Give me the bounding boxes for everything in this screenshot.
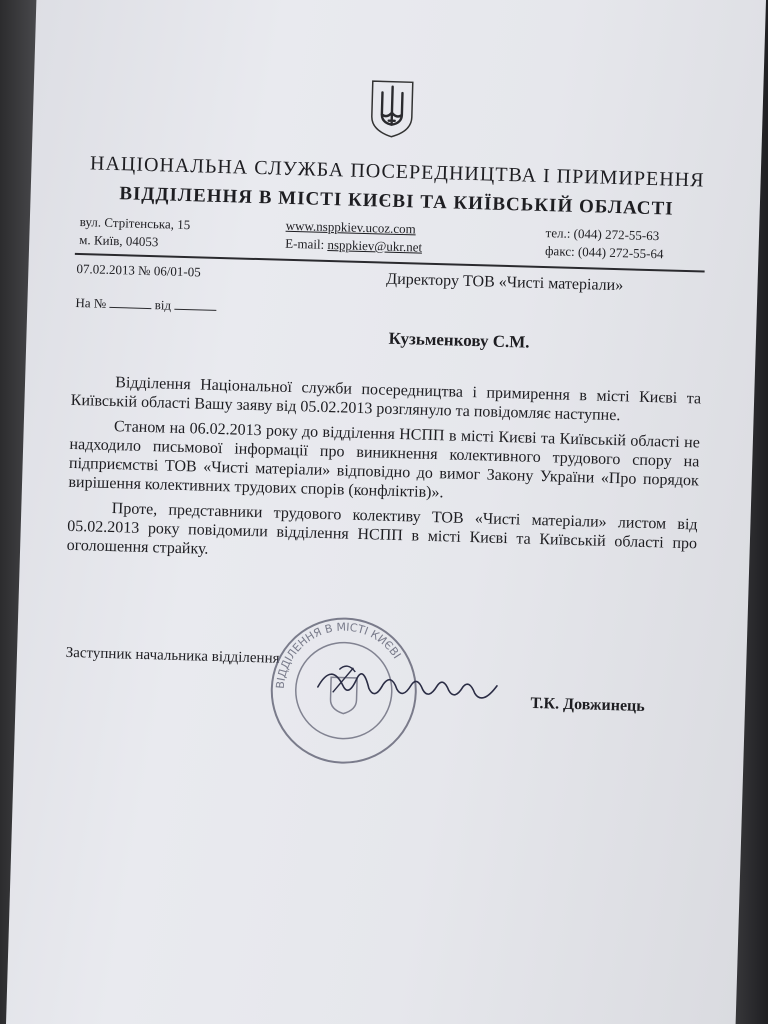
fax-number: факс: (044) 272-55-64 [544,243,664,262]
incoming-date-blank [174,297,216,311]
stamp-text: ВІДДІЛЕННЯ В МІСТІ КИЄВІ [273,620,404,690]
phone-number: тел.: (044) 272-55-63 [545,225,660,244]
body-paragraph-2: Станом на 06.02.2013 року до відділення НСПП в місті Києві та Київській області не надходило письмової інформації про виникнення колективного трудового спору на підприємстві ТОВ «Чисті матеріали» відповідно до вимог Закону України «Про порядок вирішення колективних трудових спорів (конфліктів)». [68,418,701,502]
organization-name: НАЦІОНАЛЬНА СЛУЖБА ПОСЕРЕДНИЦТВА І ПРИМИРЕННЯ [89,152,705,192]
body-paragraph-1: Відділення Національної служби посередництва і примирення в місті Києві та Київській області Вашу заяву від 05.02.2013 розглянуло та повідомляє наступне. [70,374,702,425]
contacts-web [285,217,423,257]
letter [62,70,720,748]
trident-coat-of-arms-icon [368,78,416,139]
address [79,213,191,252]
address-city: м. Київ, 04053 [79,232,159,250]
incoming-reference [75,294,216,315]
website-link[interactable]: www.nsppkiev.ucoz.com [285,217,416,237]
handwritten-signature [312,657,503,712]
contacts-phone [545,224,664,263]
signatory-name: Т.К. Довжинець [530,694,645,716]
incoming-date-label: від [154,297,172,313]
signatory-role: Заступник начальника відділення [65,644,280,667]
incoming-number-label: На № [75,294,107,311]
department-name: ВІДДІЛЕННЯ В МІСТІ КИЄВІ ТА КИЇВСЬКІЙ ОБЛАСТІ [119,183,674,220]
letter-body [66,372,701,579]
addressee-position: Директору ТОВ «Чисті матеріали» [386,270,624,295]
email-link[interactable]: nsppkiev@ukr.net [327,236,423,255]
body-paragraph-3: Проте, представники трудового колективу ТОВ «Чисті матеріали» листом від 05.02.2013 року повідомили відділення НСПП в місті Києві та Київській області про оголошення страйку. [66,500,698,558]
addressee-name: Кузьменкову С.М. [388,328,530,352]
incoming-number-blank [109,295,151,309]
outgoing-reference: 07.02.2013 № 06/01-05 [76,260,201,280]
address-street: вул. Стрітенська, 15 [79,214,191,233]
email-label: E-mail: [285,235,328,252]
